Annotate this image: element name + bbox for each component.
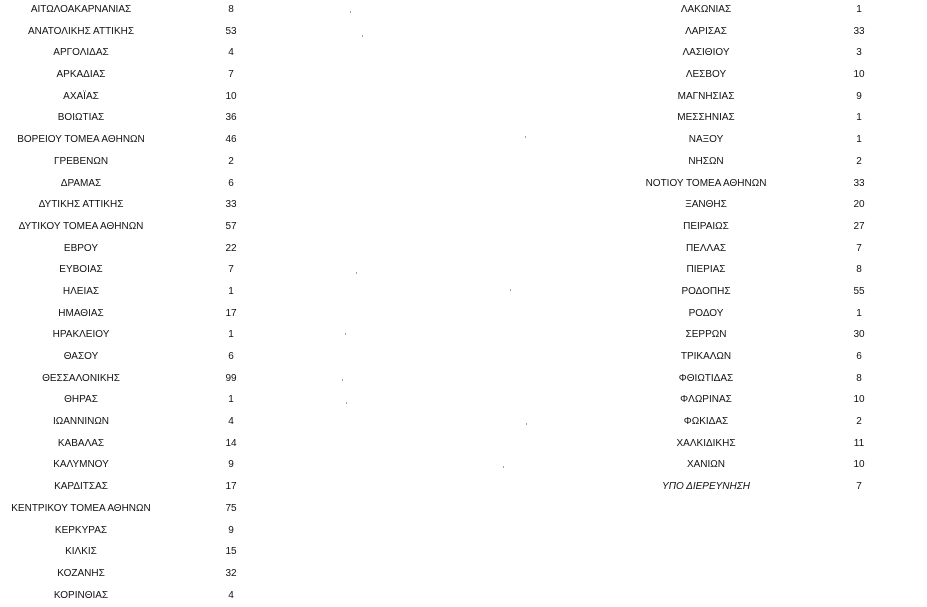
region-name: ΝΗΣΩΝ bbox=[688, 155, 724, 167]
table-row bbox=[0, 476, 300, 498]
table-row bbox=[590, 0, 927, 21]
case-count: 1 bbox=[856, 134, 862, 146]
table-row bbox=[0, 585, 300, 607]
table-row bbox=[590, 411, 927, 433]
region-name: ΜΕΣΣΗΝΙΑΣ bbox=[677, 112, 735, 124]
region-name: ΧΑΝΙΩΝ bbox=[686, 459, 726, 471]
table-row bbox=[590, 368, 927, 390]
table-row bbox=[0, 411, 300, 433]
case-count: 4 bbox=[228, 416, 234, 428]
case-count: 1 bbox=[856, 112, 862, 124]
scan-speck bbox=[356, 272, 357, 274]
case-count: 36 bbox=[225, 112, 237, 124]
case-count: 53 bbox=[225, 25, 237, 37]
region-name: ΗΡΑΚΛΕΙΟΥ bbox=[52, 329, 110, 341]
case-count: 1 bbox=[228, 329, 234, 341]
region-name: ΛΑΡΙΣΑΣ bbox=[685, 25, 727, 37]
case-count: 4 bbox=[228, 589, 234, 601]
table-row bbox=[590, 107, 927, 129]
region-name: ΧΑΛΚΙΔΙΚΗΣ bbox=[676, 437, 736, 449]
region-name: ΝΑΞΟΥ bbox=[688, 134, 724, 146]
table-row bbox=[0, 64, 300, 86]
region-name: ΓΡΕΒΕΝΩΝ bbox=[53, 155, 109, 167]
case-count: 6 bbox=[228, 351, 234, 362]
table-row bbox=[590, 259, 927, 281]
case-count: 57 bbox=[225, 220, 237, 232]
case-count: 9 bbox=[228, 524, 234, 536]
case-count: 46 bbox=[225, 134, 237, 146]
region-name: ΔΡΑΜΑΣ bbox=[60, 177, 102, 189]
case-count: 33 bbox=[853, 177, 865, 189]
table-row bbox=[0, 129, 300, 151]
region-name: ΤΡΙΚΑΛΩΝ bbox=[680, 351, 732, 362]
region-name: ΑΙΤΩΛΟΑΚΑΡΝΑΝΙΑΣ bbox=[30, 4, 132, 15]
table-row bbox=[0, 216, 300, 238]
case-count: 7 bbox=[228, 69, 234, 81]
region-name: ΥΠΟ ΔΙΕΡΕΥΝΗΣΗ bbox=[662, 481, 750, 493]
case-count: 17 bbox=[225, 481, 237, 493]
region-name: ΑΧΑΪΑΣ bbox=[63, 90, 99, 102]
table-row bbox=[590, 151, 927, 173]
case-count: 10 bbox=[853, 69, 865, 81]
table-row bbox=[590, 21, 927, 43]
table-row bbox=[590, 303, 927, 325]
table-row bbox=[590, 476, 927, 498]
case-count: 8 bbox=[856, 264, 862, 276]
table-row bbox=[0, 346, 300, 368]
region-name: ΠΕΛΛΑΣ bbox=[685, 242, 727, 254]
region-name: ΘΗΡΑΣ bbox=[64, 394, 98, 406]
table-row bbox=[590, 86, 927, 108]
right-region-table bbox=[590, 0, 927, 499]
region-name: ΚΟΖΑΝΗΣ bbox=[57, 567, 105, 579]
case-count: 1 bbox=[228, 285, 234, 297]
case-count: 55 bbox=[853, 285, 865, 297]
case-count: 33 bbox=[225, 199, 237, 211]
table-row bbox=[0, 454, 300, 476]
case-count: 7 bbox=[856, 242, 862, 254]
case-count: 32 bbox=[225, 567, 237, 579]
region-name: ΛΕΣΒΟΥ bbox=[685, 69, 727, 81]
table-row bbox=[0, 433, 300, 455]
case-count: 1 bbox=[856, 4, 862, 15]
case-count: 1 bbox=[856, 307, 862, 319]
region-name: ΘΑΣΟΥ bbox=[63, 351, 99, 362]
region-name: ΕΒΡΟΥ bbox=[63, 242, 99, 254]
case-count: 6 bbox=[228, 177, 234, 189]
case-count: 75 bbox=[225, 502, 237, 514]
scan-speck bbox=[525, 136, 526, 138]
table-row bbox=[0, 259, 300, 281]
table-row bbox=[0, 107, 300, 129]
case-count: 10 bbox=[225, 90, 237, 102]
region-name: ΜΑΓΝΗΣΙΑΣ bbox=[677, 90, 735, 102]
case-count: 6 bbox=[856, 351, 862, 362]
table-row bbox=[0, 173, 300, 195]
case-count: 10 bbox=[853, 394, 865, 406]
table-row bbox=[590, 194, 927, 216]
table-row bbox=[590, 346, 927, 368]
table-row bbox=[0, 563, 300, 585]
table-row bbox=[0, 498, 300, 520]
case-count: 7 bbox=[856, 481, 862, 493]
region-name: ΗΜΑΘΙΑΣ bbox=[58, 307, 104, 319]
region-name: ΚΑΛΥΜΝΟΥ bbox=[53, 459, 109, 471]
case-count: 27 bbox=[853, 220, 865, 232]
region-name: ΚΕΝΤΡΙΚΟΥ ΤΟΜΕΑ ΑΘΗΝΩΝ bbox=[11, 502, 151, 514]
case-count: 22 bbox=[225, 242, 237, 254]
case-count: 2 bbox=[856, 416, 862, 428]
table-row bbox=[0, 86, 300, 108]
table-row bbox=[0, 42, 300, 64]
case-count: 9 bbox=[228, 459, 234, 471]
case-count: 2 bbox=[228, 155, 234, 167]
table-row bbox=[590, 238, 927, 260]
case-count: 14 bbox=[225, 437, 237, 449]
case-count: 17 bbox=[225, 307, 237, 319]
left-region-table bbox=[0, 0, 300, 607]
region-name: ΠΕΙΡΑΙΩΣ bbox=[683, 220, 729, 232]
region-name: ΙΩΑΝΝΙΝΩΝ bbox=[52, 416, 110, 428]
region-name: ΚΑΒΑΛΑΣ bbox=[57, 437, 105, 449]
case-count: 1 bbox=[228, 394, 234, 406]
table-row bbox=[0, 21, 300, 43]
case-count: 7 bbox=[228, 264, 234, 276]
table-row bbox=[0, 238, 300, 260]
table-row bbox=[0, 541, 300, 563]
case-count: 4 bbox=[228, 47, 234, 59]
region-name: ΡΟΔΟΠΗΣ bbox=[681, 285, 731, 297]
scan-speck bbox=[346, 402, 347, 404]
region-name: ΝΟΤΙΟΥ ΤΟΜΕΑ ΑΘΗΝΩΝ bbox=[645, 177, 767, 189]
region-name: ΒΟΙΩΤΙΑΣ bbox=[57, 112, 105, 124]
region-name: ΑΡΓΟΛΙΔΑΣ bbox=[53, 47, 109, 59]
table-row bbox=[0, 368, 300, 390]
region-name: ΦΘΙΩΤΙΔΑΣ bbox=[678, 372, 734, 384]
region-name: ΛΑΣΙΘΙΟΥ bbox=[682, 47, 730, 59]
table-row bbox=[590, 324, 927, 346]
table-row bbox=[0, 281, 300, 303]
table-row bbox=[0, 520, 300, 542]
region-name: ΔΥΤΙΚΟΥ ΤΟΜΕΑ ΑΘΗΝΩΝ bbox=[18, 220, 144, 232]
table-row bbox=[590, 454, 927, 476]
table-row bbox=[0, 324, 300, 346]
table-row bbox=[590, 216, 927, 238]
table-row bbox=[0, 0, 300, 21]
region-name: ΚΑΡΔΙΤΣΑΣ bbox=[54, 481, 108, 493]
table-row bbox=[0, 303, 300, 325]
region-name: ΑΝΑΤΟΛΙΚΗΣ ΑΤΤΙΚΗΣ bbox=[27, 25, 135, 37]
table-row bbox=[590, 64, 927, 86]
scan-speck bbox=[503, 466, 504, 468]
scan-speck bbox=[510, 289, 511, 291]
case-count: 8 bbox=[856, 372, 862, 384]
region-name: ΞΑΝΘΗΣ bbox=[685, 199, 727, 211]
region-name: ΦΩΚΙΔΑΣ bbox=[683, 416, 729, 428]
region-name: ΒΟΡΕΙΟΥ ΤΟΜΕΑ ΑΘΗΝΩΝ bbox=[17, 134, 145, 146]
region-name: ΛΑΚΩΝΙΑΣ bbox=[680, 4, 732, 15]
table-row bbox=[590, 129, 927, 151]
table-row bbox=[590, 42, 927, 64]
region-name: ΕΥΒΟΙΑΣ bbox=[59, 264, 103, 276]
scan-speck bbox=[345, 333, 346, 335]
region-name: ΚΙΛΚΙΣ bbox=[65, 546, 97, 558]
scan-speck bbox=[526, 423, 527, 425]
table-row bbox=[0, 389, 300, 411]
scan-speck bbox=[362, 35, 363, 37]
table-row bbox=[590, 281, 927, 303]
region-name: ΡΟΔΟΥ bbox=[688, 307, 724, 319]
region-name: ΦΛΩΡΙΝΑΣ bbox=[680, 394, 732, 406]
region-name: ΔΥΤΙΚΗΣ ΑΤΤΙΚΗΣ bbox=[38, 199, 124, 211]
case-count: 33 bbox=[853, 25, 865, 37]
case-count: 10 bbox=[853, 459, 865, 471]
case-count: 15 bbox=[225, 546, 237, 558]
region-name: ΑΡΚΑΔΙΑΣ bbox=[56, 69, 106, 81]
case-count: 30 bbox=[853, 329, 865, 341]
table-row bbox=[590, 173, 927, 195]
case-count: 3 bbox=[856, 47, 862, 59]
case-count: 11 bbox=[853, 437, 865, 449]
case-count: 9 bbox=[856, 90, 862, 102]
region-name: ΚΟΡΙΝΘΙΑΣ bbox=[53, 589, 109, 601]
scan-speck bbox=[350, 11, 351, 13]
table-row bbox=[0, 151, 300, 173]
case-count: 2 bbox=[856, 155, 862, 167]
scan-speck bbox=[342, 379, 343, 381]
region-name: ΗΛΕΙΑΣ bbox=[62, 285, 100, 297]
case-count: 8 bbox=[228, 4, 234, 15]
case-count: 20 bbox=[853, 199, 865, 211]
region-name: ΘΕΣΣΑΛΟΝΙΚΗΣ bbox=[42, 372, 120, 384]
table-row bbox=[590, 389, 927, 411]
table-row bbox=[0, 194, 300, 216]
region-name: ΠΙΕΡΙΑΣ bbox=[686, 264, 726, 276]
case-count: 99 bbox=[225, 372, 237, 384]
table-row bbox=[590, 433, 927, 455]
region-name: ΚΕΡΚΥΡΑΣ bbox=[54, 524, 108, 536]
region-name: ΣΕΡΡΩΝ bbox=[685, 329, 727, 341]
